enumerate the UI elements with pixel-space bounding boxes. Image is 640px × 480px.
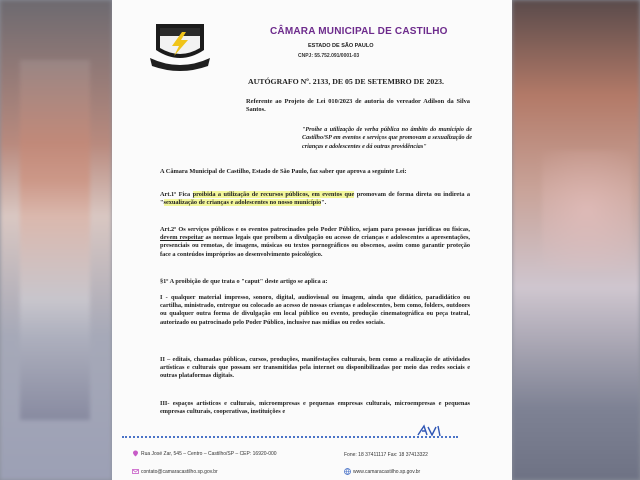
autografo-title: AUTÓGRAFO Nº. 2133, DE 05 DE SETEMBRO DE 2023. — [248, 77, 444, 86]
preamble-paragraph: A Câmara Municipal de Castilho, Estado de São Paulo, faz saber que aprova a seguinte Lei: — [160, 168, 407, 175]
footer-phone: Fone: 18 37411117 Fax: 18 37413322 — [344, 452, 428, 458]
art2-prefix: Art.2º Os serviços públicos e os eventos patrocinados pelo Poder Público, sejam para pessoas jurídicas ou físicas, — [160, 226, 470, 233]
footer-address — [132, 450, 277, 457]
footer-email-text[interactable]: contato@camaracastilho.sp.gov.br — [141, 468, 218, 475]
footer-address-text: Rua José Zar, 545 – Centro – Castilho/SP – CEP: 16920-000 — [141, 450, 277, 457]
footer-email[interactable] — [132, 468, 218, 475]
art1-end: ". — [321, 199, 327, 207]
location-pin-icon — [132, 450, 139, 457]
art2-underlined: devem respeitar — [160, 234, 204, 242]
org-name: CÂMARA MUNICIPAL DE CASTILHO — [270, 26, 448, 37]
background-left-blur — [0, 0, 112, 480]
footer-website-text[interactable]: www.camaracastilho.sp.gov.br — [353, 468, 421, 475]
footer-website[interactable] — [344, 468, 420, 475]
item-2: II – editais, chamadas públicas, cursos, produções, manifestações culturais, bem como a realização de atividades artísticas e culturais que possam ser transmitidas pela internet ou disponibilizadas por meio das redes sociais e outras plataformas digitais. — [160, 356, 470, 380]
article-2 — [160, 226, 470, 259]
reference-paragraph: Referente ao Projeto de Lei 010/2023 de autoria do vereador Adilson da Silva Santos. — [246, 98, 470, 113]
state-name: ESTADO DE SÃO PAULO — [308, 43, 374, 49]
art1-highlight-2: sexualização de crianças e adolescentes no nosso município — [163, 199, 322, 207]
footer-divider — [122, 436, 458, 440]
email-icon — [132, 468, 139, 475]
art2-rest: as normas legais que proíbem a divulgação ou acesso de crianças e adolescentes a apresentações, presenciais ou remotas, de imagens, músicas ou textos pornográficos ou obscenos, assim como garantir proteção face a conteúdos impróprios ao desenvolvimento psicológico. — [160, 234, 470, 258]
paragraph-1: §1º A proibição de que trata o "caput" deste artigo se aplica a: — [160, 278, 328, 285]
art1-mid: promovam de forma direta ou indireta a " — [160, 191, 470, 207]
chamber-logo-emblem — [146, 22, 214, 72]
document-page — [112, 0, 512, 480]
item-3: III- espaços artísticos e culturais, microempresas e pequenas empresas culturais, microempresas e pequenas empresas culturais, cooperativas, instituições e — [160, 400, 470, 416]
background-right-blur — [512, 0, 640, 480]
article-1 — [160, 191, 470, 207]
globe-icon — [344, 468, 351, 475]
cnpj: CNPJ: 55.752.091/0001-03 — [298, 53, 360, 59]
art1-prefix: Art.1º Fica — [160, 191, 193, 198]
ementa-paragraph: "Proíbe a utilização de verba pública no âmbito do município de Castilho/SP em eventos e serviços que promovam a sexualização de crianças e adolescentes e dá outras providências" — [302, 127, 472, 150]
item-1: I - qualquer material impresso, sonoro, digital, audiovisual ou imagem, ainda que didático, paradidático ou cartilha, ministrado, entregue ou colocado ao acesso de nossas crianças e adolescentes, bem como, folders, outdoors ou qualquer outra forma de divulgação em local público ou evento, produção cinematográfica ou peça teatral, autorizado ou patrocinado pelo Poder Público, inclusive nas mídias ou redes sociais. — [160, 294, 470, 326]
art1-highlight-1: proibida a utilização de recursos públicos, em eventos que — [192, 191, 355, 198]
